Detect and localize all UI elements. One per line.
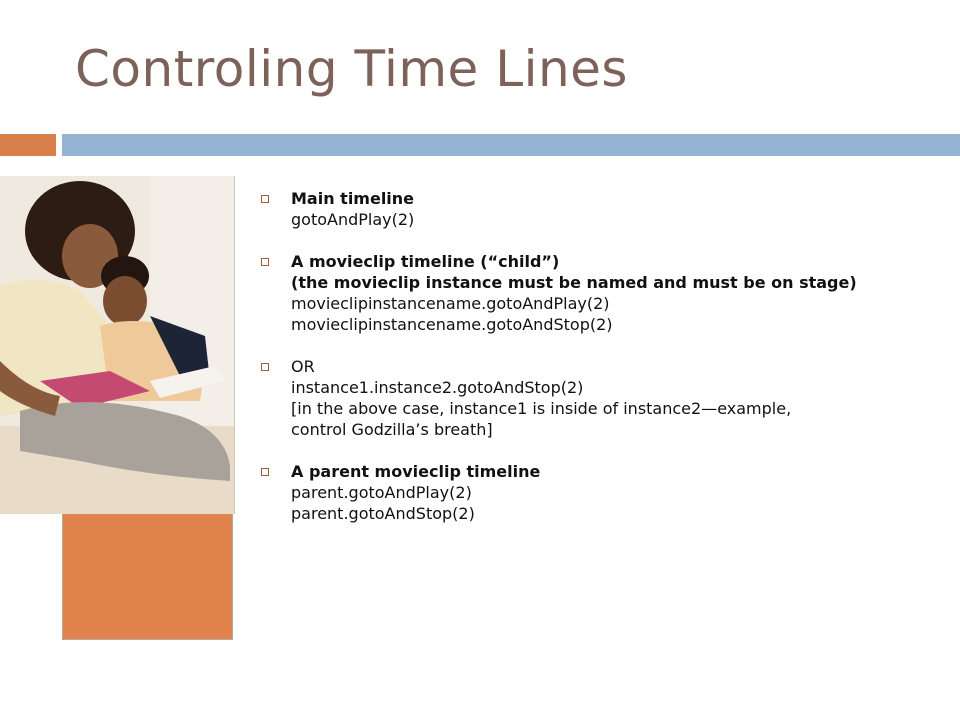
- accent-bar-blue: [62, 134, 960, 156]
- slide-title: Controling Time Lines: [75, 40, 628, 98]
- bullet-item: [258, 356, 948, 440]
- bullet-code-line: parent.gotoAndStop(2): [291, 504, 475, 523]
- bullet-code-line: instance1.instance2.gotoAndStop(2): [291, 378, 584, 397]
- accent-bar-orange: [0, 134, 56, 156]
- bullet-code-line: parent.gotoAndPlay(2): [291, 483, 472, 502]
- bullet-heading: A movieclip timeline (“child”): [291, 252, 560, 271]
- square-bullet-icon: [261, 363, 269, 371]
- bullet-list: [258, 188, 948, 545]
- bullet-heading: Main timeline: [291, 189, 415, 208]
- bullet-item: [258, 461, 948, 524]
- bullet-code-line: movieclipinstancename.gotoAndPlay(2): [291, 294, 610, 313]
- bullet-code-line: gotoAndPlay(2): [291, 210, 415, 229]
- bullet-code-line: [in the above case, instance1 is inside of instance2—example,: [291, 399, 792, 418]
- bullet-item: [258, 188, 948, 230]
- bullet-heading: A parent movieclip timeline: [291, 462, 541, 481]
- bullet-item: [258, 251, 948, 335]
- bullet-code-line: OR: [291, 357, 315, 376]
- square-bullet-icon: [261, 195, 269, 203]
- bullet-code-line: movieclipinstancename.gotoAndStop(2): [291, 315, 613, 334]
- bullet-code-line: control Godzilla’s breath]: [291, 420, 493, 439]
- bullet-heading: (the movieclip instance must be named and must be on stage): [291, 273, 857, 292]
- square-bullet-icon: [261, 468, 269, 476]
- square-bullet-icon: [261, 258, 269, 266]
- photo-mother-reading-to-child-icon: [0, 176, 235, 514]
